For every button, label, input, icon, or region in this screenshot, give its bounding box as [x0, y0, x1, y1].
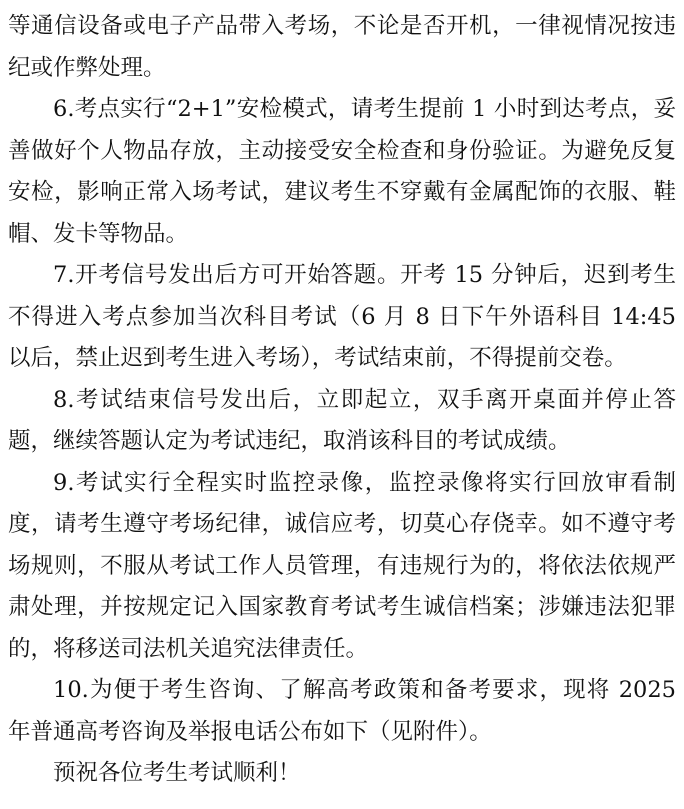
- paragraph-item-6: 6.考点实行“2+1”安检模式，请考生提前 1 小时到达考点，妥善做好个人物品存放，主动接受安全检查和身份验证。为避免反复安检，影响正常入场考试，建议考生不穿戴有金属配饰的衣服、鞋帽、发卡等物品。: [8, 96, 676, 247]
- paragraph-item-10: 10.为便于考生咨询、了解高考政策和备考要求，现将 2025 年普通高考咨询及举报电话公布如下（见附件）。: [8, 677, 676, 745]
- paragraph-item-7: 7.开考信号发出后方可开始答题。开考 15 分钟后，迟到考生不得进入考点参加当次科目考试（6 月 8 日下午外语科目 14:45 以后，禁止迟到考生进入考场），考试结束前，不得提前交卷。: [8, 262, 676, 371]
- paragraph-continued-item-5: 等通信设备或电子产品带入考场，不论是否开机，一律视情况按违纪或作弊处理。: [8, 13, 676, 81]
- paragraph-item-9: 9.考试实行全程实时监控录像，监控录像将实行回放审看制度，请考生遵守考场纪律，诚信应考，切莫心存侥幸。如不遵守考场规则，不服从考试工作人员管理，有违规行为的，将依法依规严肃处理，并按规定记入国家教育考试考生诚信档案；涉嫌违法犯罪的，将移送司法机关追究法律责任。: [8, 469, 676, 662]
- paragraph-item-8: 8.考试结束信号发出后，立即起立，双手离开桌面并停止答题，继续答题认定为考试违纪，取消该科目的考试成绩。: [8, 386, 676, 454]
- closing-line: 预祝各位考生考试顺利！: [53, 760, 301, 786]
